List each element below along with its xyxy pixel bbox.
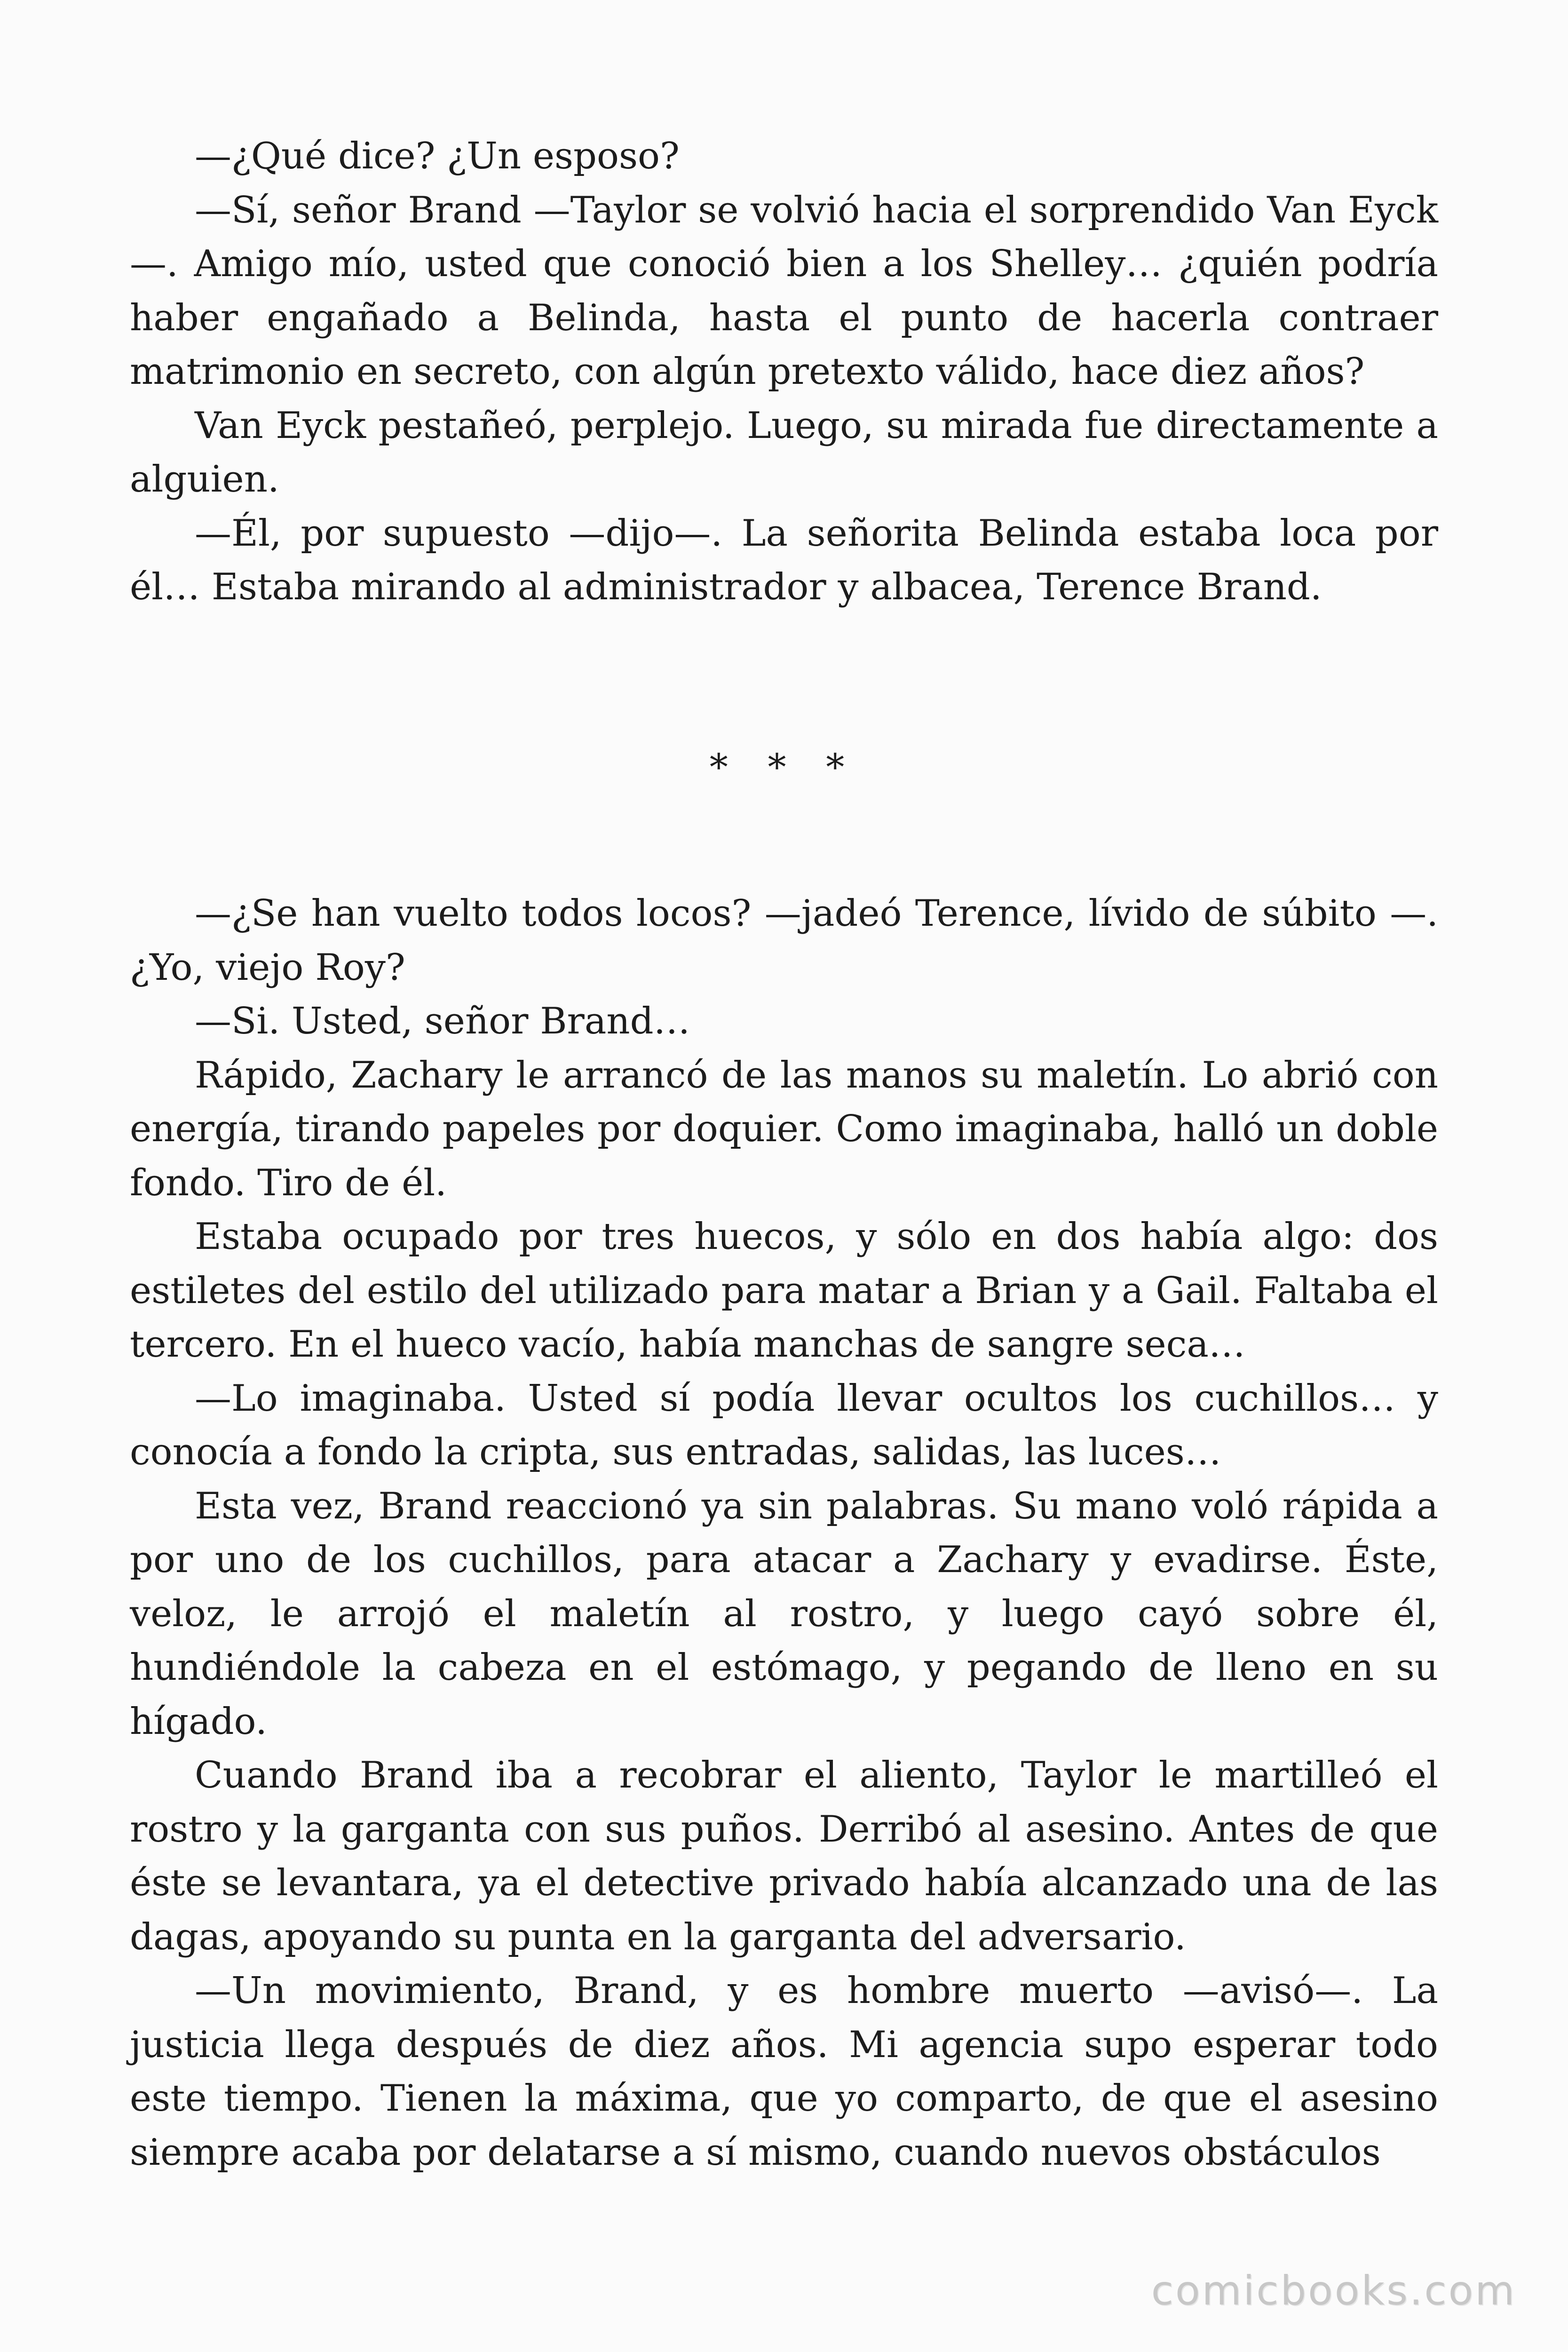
paragraph: Rápido, Zachary le arrancó de las manos su maletín. Lo abrió con energía, tirando papeles por doquier. Como imaginaba, halló un doble fondo. Tiro de él. (130, 1054, 1438, 1204)
paragraph: —Si. Usted, señor Brand… (195, 1000, 690, 1042)
paragraph: —Lo imaginaba. Usted sí podía llevar ocultos los cuchillos… y conocía a fondo la cripta, sus entradas, salidas, las luces… (130, 1377, 1438, 1473)
text-section-1 (130, 129, 1438, 614)
paragraph: Van Eyck pestañeó, perplejo. Luego, su mirada fue directamente a alguien. (130, 404, 1438, 501)
paragraph: —Él, por supuesto —dijo—. La señorita Belinda estaba loca por él… Estaba mirando al administrador y albacea, Terence Brand. (130, 512, 1438, 608)
paragraph: —¿Qué dice? ¿Un esposo? (195, 135, 680, 177)
paragraph: —¿Se han vuelto todos locos? —jadeó Terence, lívido de súbito —. ¿Yo, viejo Roy? (130, 892, 1438, 989)
text-section-2 (130, 887, 1438, 2179)
paragraph: Estaba ocupado por tres huecos, y sólo en dos había algo: dos estiletes del estilo del utilizado para matar a Brian y a Gail. Faltaba el tercero. En el hueco vacío, había manchas de sangre seca… (130, 1216, 1438, 1366)
watermark: comicbooks.com (1151, 2267, 1516, 2314)
paragraph: Cuando Brand iba a recobrar el aliento, Taylor le martilleó el rostro y la garganta con sus puños. Derribó al asesino. Antes de que éste se levantara, ya el detective privado había alcanzado una de las dagas, apoyando su punta en la garganta del adversario. (130, 1754, 1438, 1958)
paragraph: —Sí, señor Brand —Taylor se volvió hacia el sorprendido Van Eyck—. Amigo mío, usted que conoció bien a los Shelley… ¿quién podría haber engañado a Belinda, hasta el punto de hacerla contraer matrimonio en secreto, con algún pretexto válido, hace diez años? (130, 189, 1438, 393)
paragraph: —Un movimiento, Brand, y es hombre muerto —avisó—. La justicia llega después de diez años. Mi agencia supo esperar todo este tiempo. Tienen la máxima, que yo comparto, de que el asesino siempre acaba por delatarse a sí mismo, cuando nuevos obstáculos (130, 1970, 1438, 2174)
paragraph: Esta vez, Brand reaccionó ya sin palabras. Su mano voló rápida a por uno de los cuchillos, para atacar a Zachary y evadirse. Éste, veloz, le arrojó el maletín al rostro, y luego cayó sobre él, hundiéndole la cabeza en el estómago, y pegando de lleno en su hígado. (130, 1485, 1438, 1743)
section-separator: * * * (709, 747, 859, 789)
